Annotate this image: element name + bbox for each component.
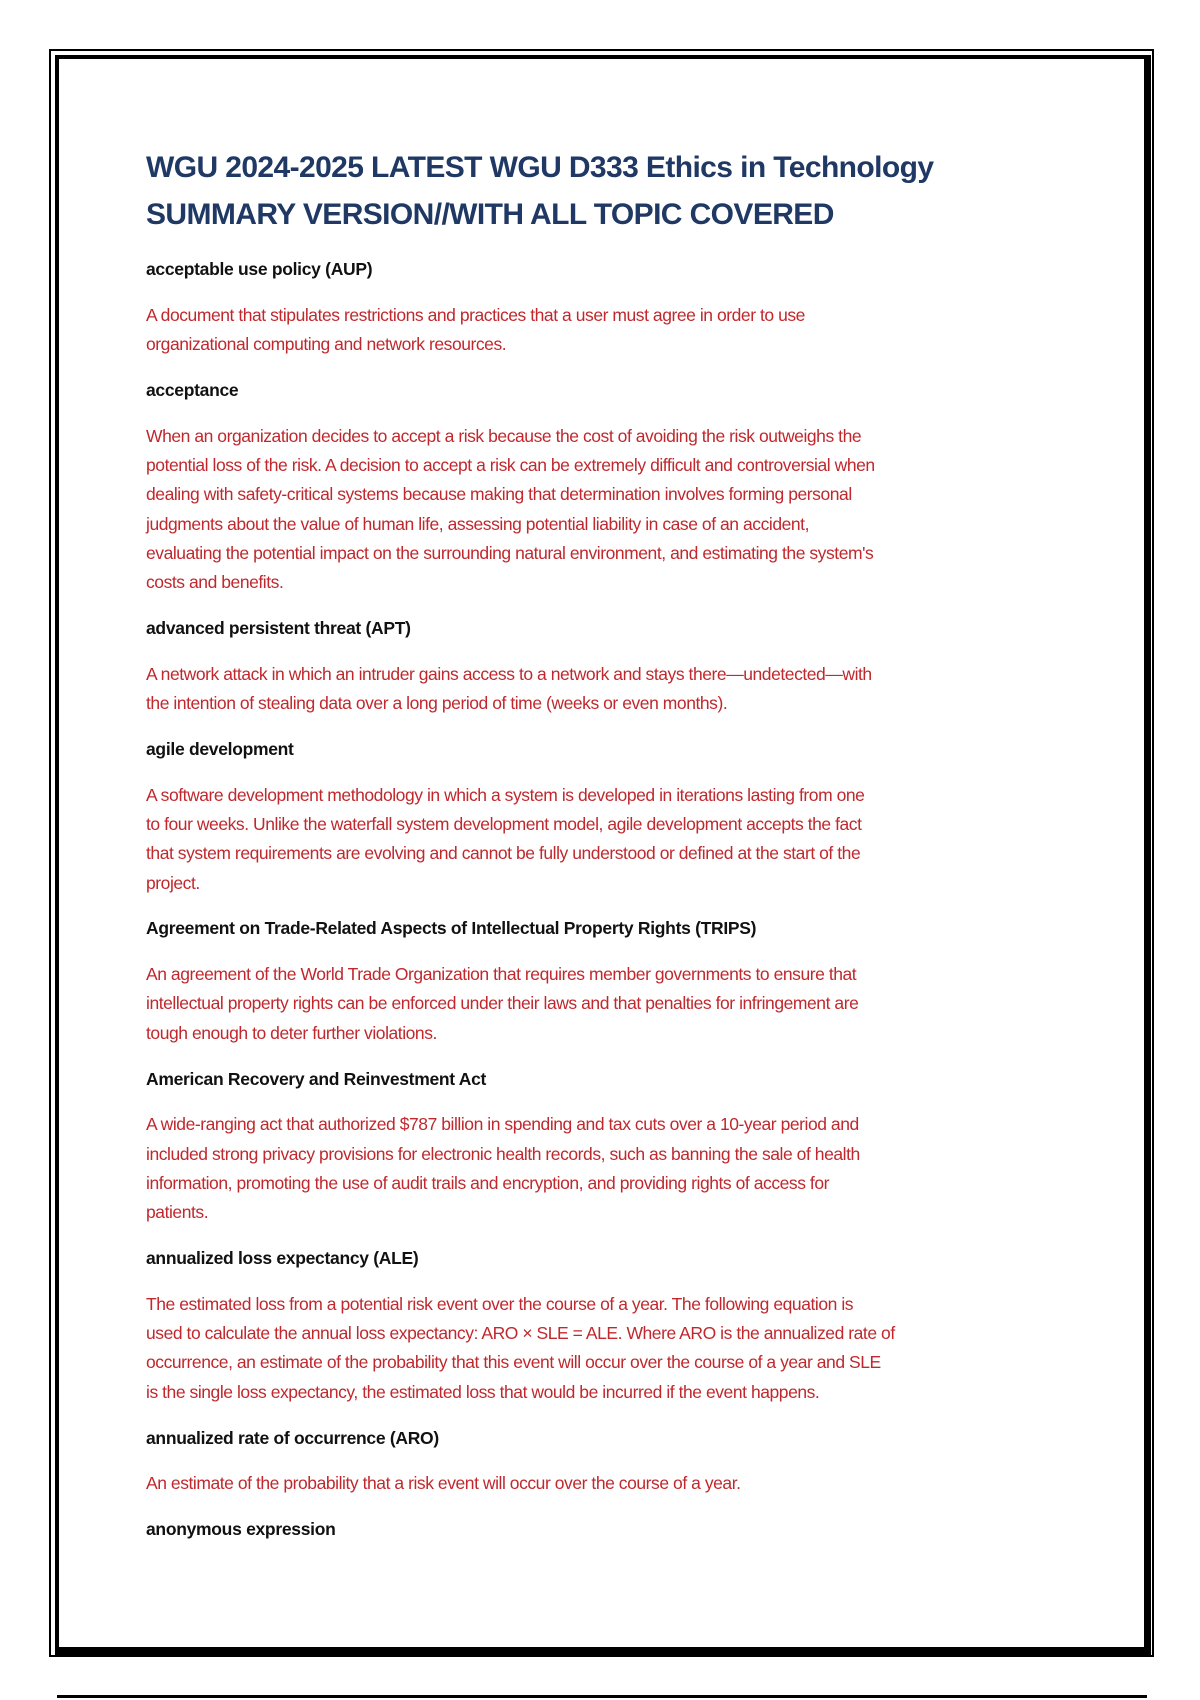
glossary-definition bbox=[146, 422, 1086, 598]
definition-line: dealing with safety-critical systems because making that determination involves forming personal bbox=[146, 484, 852, 505]
definition-line: tough enough to deter further violations. bbox=[146, 1022, 437, 1043]
glossary-definition bbox=[146, 960, 1086, 1048]
glossary-term: acceptable use policy (AUP) bbox=[146, 259, 373, 279]
glossary-definition bbox=[146, 1110, 1086, 1227]
glossary-definition bbox=[146, 1290, 1086, 1407]
glossary-term: Agreement on Trade-Related Aspects of Intellectual Property Rights (TRIPS) bbox=[146, 918, 757, 939]
definition-line: An estimate of the probability that a risk event will occur over the course of a year. bbox=[146, 1473, 741, 1494]
definition-line: to four weeks. Unlike the waterfall system development model, agile development accepts the fact bbox=[146, 813, 862, 834]
definition-line: The estimated loss from a potential risk event over the course of a year. The following equation is bbox=[146, 1293, 854, 1314]
glossary-term: agile development bbox=[146, 738, 294, 759]
document-content bbox=[146, 144, 1086, 1561]
definition-line: patients. bbox=[146, 1202, 209, 1223]
document-title bbox=[146, 144, 1086, 238]
definition-line: that system requirements are evolving and cannot be fully understood or defined at the start of the bbox=[146, 843, 861, 864]
glossary-definition bbox=[146, 660, 1086, 719]
definition-line: A wide-ranging act that authorized $787 billion in spending and tax cuts over a 10-year period and bbox=[146, 1114, 859, 1135]
title-line: SUMMARY VERSION//WITH ALL TOPIC COVERED bbox=[146, 198, 834, 231]
definition-line: costs and benefits. bbox=[146, 572, 284, 593]
definition-line: evaluating the potential impact on the surrounding natural environment, and estimating the system's bbox=[146, 542, 874, 563]
definition-line: A document that stipulates restrictions and practices that a user must agree in order to use bbox=[146, 304, 805, 325]
glossary-definition bbox=[146, 301, 1086, 360]
definition-line: included strong privacy provisions for electronic health records, such as banning the sale of health bbox=[146, 1143, 860, 1164]
glossary-term: annualized loss expectancy (ALE) bbox=[146, 1248, 419, 1269]
definition-line: A network attack in which an intruder gains access to a network and stays there—undetected—with bbox=[146, 663, 872, 684]
glossary-definition bbox=[146, 1469, 1086, 1498]
definition-line: the intention of stealing data over a long period of time (weeks or even months). bbox=[146, 693, 728, 714]
glossary-term: annualized rate of occurrence (ARO) bbox=[146, 1427, 439, 1448]
definition-line: information, promoting the use of audit trails and encryption, and providing rights of access for bbox=[146, 1172, 829, 1193]
definition-line: intellectual property rights can be enforced under their laws and that penalties for infringement are bbox=[146, 993, 859, 1014]
glossary-term: anonymous expression bbox=[146, 1519, 336, 1540]
definition-line: used to calculate the annual loss expectancy: ARO × SLE = ALE. Where ARO is the annualized rate of bbox=[146, 1323, 895, 1344]
glossary-term: acceptance bbox=[146, 379, 239, 400]
definition-line: project. bbox=[146, 872, 200, 893]
glossary-term: American Recovery and Reinvestment Act bbox=[146, 1068, 487, 1089]
definition-line: judgments about the value of human life, assessing potential liability in case of an accident, bbox=[146, 513, 809, 534]
definition-line: organizational computing and network resources. bbox=[146, 334, 507, 355]
definition-line: is the single loss expectancy, the estimated loss that would be incurred if the event happens. bbox=[146, 1381, 820, 1402]
glossary-definition bbox=[146, 781, 1086, 898]
definition-line: A software development methodology in which a system is developed in iterations lasting from one bbox=[146, 784, 865, 805]
page-bottom-rule bbox=[57, 1695, 1147, 1698]
glossary-entries bbox=[146, 255, 1086, 1544]
definition-line: An agreement of the World Trade Organization that requires member governments to ensure that bbox=[146, 964, 857, 985]
definition-line: occurrence, an estimate of the probability that this event will occur over the course of a year and SLE bbox=[146, 1352, 881, 1373]
title-line: WGU 2024-2025 LATEST WGU D333 Ethics in Technology bbox=[146, 151, 934, 184]
definition-line: potential loss of the risk. A decision to accept a risk can be extremely difficult and controversial when bbox=[146, 454, 875, 475]
definition-line: When an organization decides to accept a risk because the cost of avoiding the risk outweighs the bbox=[146, 425, 862, 446]
glossary-term: advanced persistent threat (APT) bbox=[146, 617, 411, 638]
